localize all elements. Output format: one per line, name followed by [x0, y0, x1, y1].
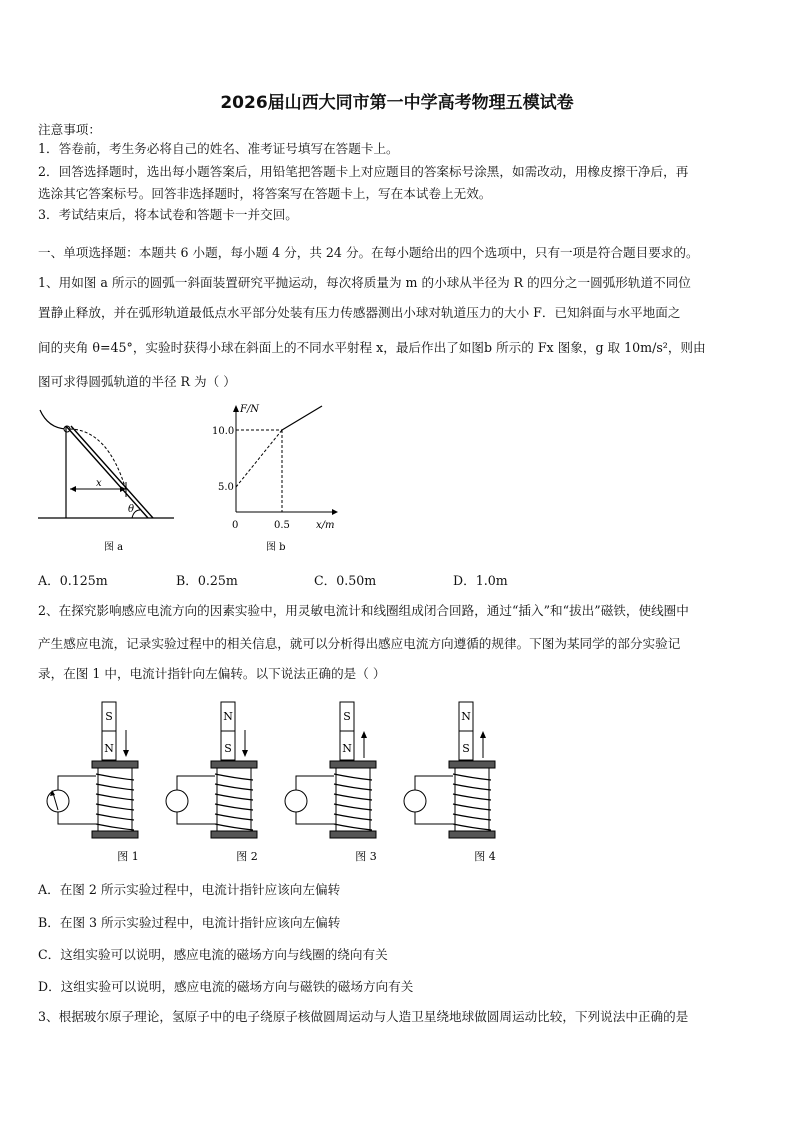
- coil-plate-top: [330, 761, 376, 768]
- figure-a: [36, 402, 176, 562]
- coil-figure: [393, 700, 513, 870]
- coil-plate-bottom: [330, 831, 376, 838]
- range-label: x: [96, 478, 102, 489]
- magnet-pole-bottom: N: [104, 742, 114, 755]
- question-1-line: 图可求得圆弧轨道的半径 R 为（ ）: [38, 374, 236, 389]
- option-b: B．在图 3 所示实验过程中，电流计指针应该向左偏转: [38, 915, 341, 930]
- coil-plate-top: [92, 761, 138, 768]
- x-tick: 0: [232, 520, 239, 531]
- x-axis-label: x/m: [316, 520, 335, 531]
- figure-b-caption: 图 b: [266, 542, 286, 553]
- notice-item: 1．答卷前，考生务必将自己的姓名、准考证号填写在答题卡上。: [38, 141, 399, 156]
- y-axis-arrow: [233, 405, 239, 412]
- magnet-pole-bottom: S: [224, 742, 232, 755]
- data-line: [282, 406, 322, 430]
- coil-plate-top: [211, 761, 257, 768]
- arrow-head: [361, 731, 367, 738]
- coil-figures: [36, 700, 506, 870]
- figure-caption: 图 3: [355, 850, 377, 863]
- magnet-pole-top: N: [461, 710, 471, 723]
- wire: [58, 811, 96, 824]
- galvanometer: [285, 790, 307, 812]
- figure-a-caption: 图 a: [104, 542, 124, 553]
- notice-item: 选涂其它答案标号。回答非选择题时，将答案写在答题卡上，写在本试卷上无效。: [38, 186, 492, 201]
- coil-plate-top: [449, 761, 495, 768]
- x-tick: 0.5: [274, 520, 290, 531]
- arrow-head: [123, 750, 129, 757]
- extrapolated-line: [236, 430, 282, 487]
- y-tick: 10.0: [212, 426, 235, 437]
- question-3-line: 3、根据玻尔原子理论，氢原子中的电子绕原子核做圆周运动与人造卫星绕地球做圆周运动比较，下列说法中正确的是: [38, 1009, 689, 1024]
- option-b: B．0.25m: [176, 573, 238, 588]
- coil-figure: [274, 700, 394, 870]
- question-1-line: 置静止释放，并在弧形轨道最低点水平部分处装有压力传感器测出小球对轨道压力的大小 F．已知斜面与水平地面之: [38, 305, 681, 320]
- option-a: A．0.125m: [38, 573, 108, 588]
- option-d: D．1.0m: [453, 573, 508, 588]
- notice-item: 3．考试结束后，将本试卷和答题卡一并交回。: [38, 207, 298, 222]
- magnet-pole-bottom: N: [342, 742, 352, 755]
- option-c: C．0.50m: [314, 573, 377, 588]
- figure-b: [214, 400, 344, 560]
- magnet-pole-top: S: [105, 710, 113, 723]
- figure-caption: 图 4: [474, 850, 496, 863]
- question-2-line: 录，在图 1 中，电流计指针向左偏转。以下说法正确的是（ ）: [38, 666, 386, 681]
- magnet-pole-top: S: [343, 710, 351, 723]
- angle-label: θ: [128, 504, 135, 515]
- section-heading: 一、单项选择题：本题共 6 小题，每小题 4 分，共 24 分。在每小题给出的四个选项中，只有一项是符合题目要求的。: [38, 245, 699, 260]
- magnet-pole-top: N: [223, 710, 233, 723]
- question-2-line: 产生感应电流，记录实验过程中的相关信息，就可以分析得出感应电流方向遵循的规律。下图为某同学的部分实验记: [38, 636, 681, 651]
- y-tick: 5.0: [218, 482, 234, 493]
- wire: [58, 776, 96, 791]
- figure-caption: 图 2: [236, 850, 258, 863]
- question-1-line: 1、用如图 a 所示的圆弧一斜面装置研究平抛运动，每次将质量为 m 的小球从半径为 R 的四分之一圆弧形轨道不同位: [38, 275, 691, 290]
- arrow-head: [70, 486, 76, 492]
- galvanometer: [166, 790, 188, 812]
- question-2-line: 2、在探究影响感应电流方向的因素实验中，用灵敏电流计和线圈组成闭合回路，通过“插入”和“拔出”磁铁，使线圈中: [38, 603, 689, 618]
- x-axis-arrow: [332, 509, 338, 515]
- question-1-line: 间的夹角 θ=45°，实验时获得小球在斜面上的不同水平射程 x，最后作出了如图b 所示的 Fx 图象，g 取 10m/s²，则由: [38, 340, 706, 355]
- magnet-pole-bottom: S: [462, 742, 470, 755]
- coil-plate-bottom: [92, 831, 138, 838]
- wire: [415, 811, 453, 824]
- coil-figure: [36, 700, 156, 870]
- y-axis-label: F/N: [240, 404, 260, 415]
- wire: [296, 776, 334, 791]
- coil-plate-bottom: [211, 831, 257, 838]
- galvanometer: [404, 790, 426, 812]
- arrow-head: [242, 750, 248, 757]
- incline-line: [66, 426, 148, 518]
- exam-title: 2026届山西大同市第一中学高考物理五模试卷: [220, 93, 574, 113]
- option-c: C．这组实验可以说明，感应电流的磁场方向与线圈的绕向有关: [38, 947, 388, 962]
- option-a: A．在图 2 所示实验过程中，电流计指针应该向左偏转: [38, 882, 341, 897]
- figure-caption: 图 1: [117, 850, 139, 863]
- option-d: D．这组实验可以说明，感应电流的磁场方向与磁铁的磁场方向有关: [38, 979, 414, 994]
- wire: [177, 776, 215, 791]
- incline-line: [71, 426, 153, 518]
- arrow-head: [480, 731, 486, 738]
- notice-item: 2．回答选择题时，选出每小题答案后，用铅笔把答题卡上对应题目的答案标号涂黑，如需改动，用橡皮擦干净后，再: [38, 164, 689, 179]
- wire: [296, 811, 334, 824]
- coil-figure: [155, 700, 275, 870]
- coil-plate-bottom: [449, 831, 495, 838]
- wire: [177, 811, 215, 824]
- arc-track: [40, 410, 66, 429]
- notice-heading: 注意事项：: [38, 122, 101, 137]
- wire: [415, 776, 453, 791]
